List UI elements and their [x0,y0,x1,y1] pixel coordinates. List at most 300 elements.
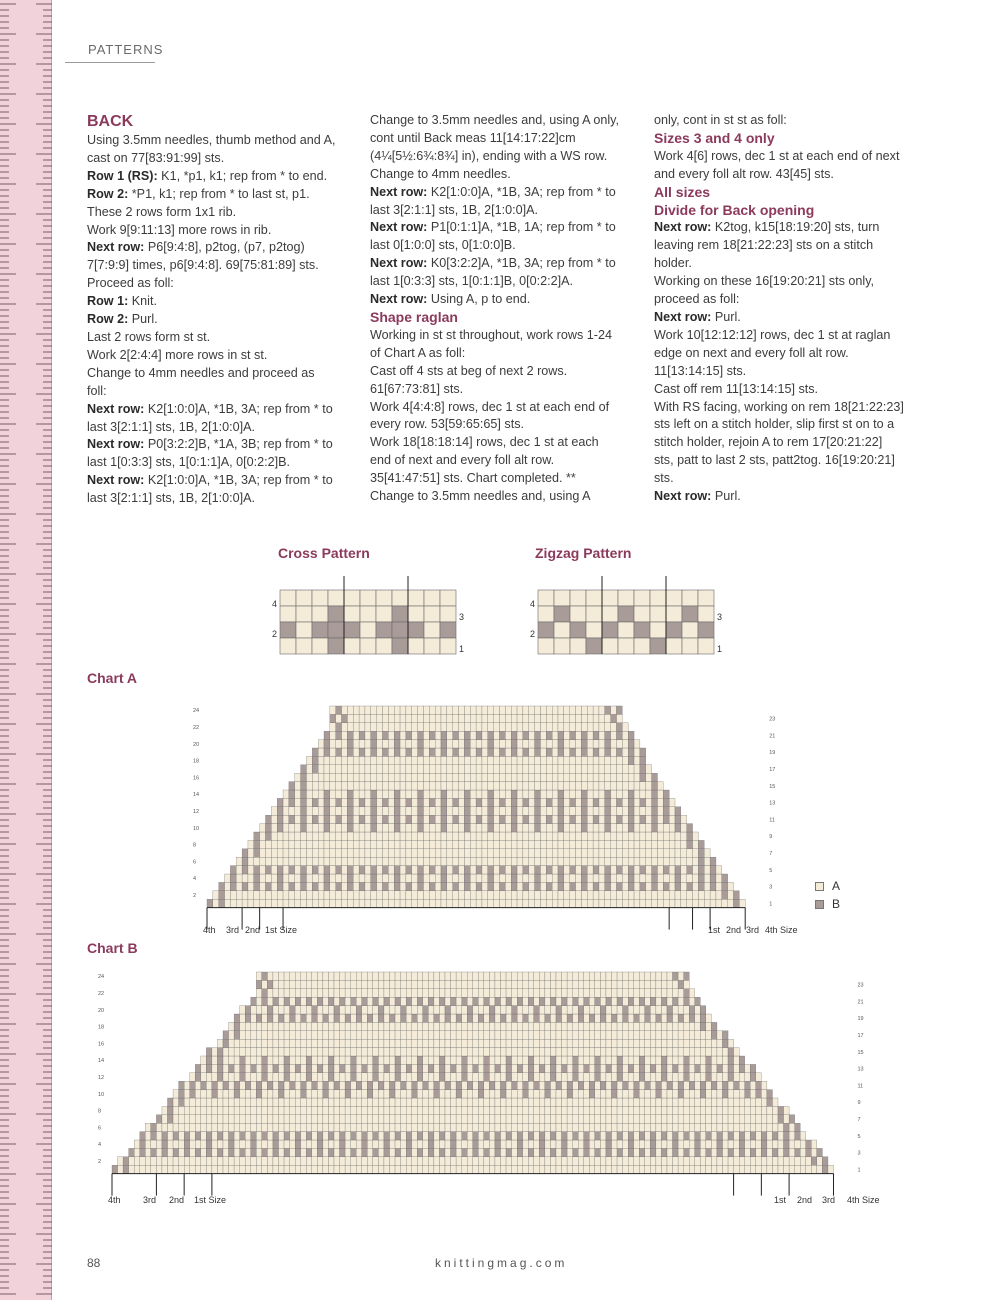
stitch-cell [428,1006,434,1014]
stitch-cell [528,1115,534,1123]
stitch-cell [711,1064,717,1072]
stitch-cell [362,1090,368,1098]
stitch-cell [476,815,482,823]
stitch-cell [517,765,523,773]
stitch-cell [640,891,646,899]
stitch-cell [599,790,605,798]
stitch-cell [587,866,593,874]
stitch-cell [695,1073,701,1081]
stitch-cell [453,756,459,764]
stitch-cell [552,756,558,764]
stitch-cell [593,740,599,748]
stitch-cell [600,1115,606,1123]
stitch-cell [576,773,582,781]
stitch-cell [318,790,324,798]
stitch-cell [564,798,570,806]
size-label: 1st Size [265,925,298,935]
stitch-cell [359,798,365,806]
stitch-cell [622,866,628,874]
stitch-cell [617,1073,623,1081]
stitch-cell [581,849,587,857]
stitch-cell [745,1115,751,1123]
stitch-cell [277,840,283,848]
instruction: Cast off 4 sts at beg of next 2 rows. 61[67:73:81] sts. [370,363,568,396]
stitch-cell [661,1157,667,1165]
stitch-cell [289,807,295,815]
stitch-cell [606,1148,612,1156]
stitch-cell [734,1106,740,1114]
stitch-cell [470,740,476,748]
stitch-cell [761,1098,767,1106]
stitch-cell [340,1157,346,1165]
stitch-cell [267,1048,273,1056]
stitch-cell [661,1123,667,1131]
stitch-cell [478,1115,484,1123]
stitch-cell [689,1123,695,1131]
stitch-cell [467,989,473,997]
stitch-cell [234,1115,240,1123]
stitch-cell [279,1123,285,1131]
stitch-cell [494,882,500,890]
stitch-cell [295,815,301,823]
stitch-cell [606,1056,612,1064]
stitch-cell [488,798,494,806]
stitch-cell [400,824,406,832]
stitch-cell [756,1140,762,1148]
stitch-cell [593,798,599,806]
stitch-cell [584,1148,590,1156]
stitch-cell [217,1064,223,1072]
stitch-cell [306,1132,312,1140]
stitch-cell [529,815,535,823]
stitch-cell [678,980,684,988]
stitch-cell [273,1090,279,1098]
stitch-cell [661,1056,667,1064]
stitch-cell [511,714,517,722]
stitch-cell [693,840,699,848]
stitch-cell [495,1090,501,1098]
stitch-cell [417,1048,423,1056]
stitch-cell [550,1056,556,1064]
stitch-cell [578,1090,584,1098]
stitch-cell [645,1056,651,1064]
stitch-cell [600,1165,606,1173]
stitch-cell [602,606,618,622]
stitch-cell [395,1014,401,1022]
stitch-cell [248,840,254,848]
stitch-cell [484,989,490,997]
stitch-cell [556,1090,562,1098]
stitch-cell [312,1132,318,1140]
stitch-cell [439,1098,445,1106]
stitch-cell [612,1098,618,1106]
stitch-cell [562,1014,568,1022]
stitch-cell [342,824,348,832]
stitch-cell [517,1148,523,1156]
row-number: 19 [769,750,776,757]
stitch-cell [550,1148,556,1156]
stitch-cell [324,731,330,739]
stitch-cell [342,899,348,907]
stitch-cell [179,1140,185,1148]
stitch-cell [684,1006,690,1014]
stitch-cell [462,1073,468,1081]
stitch-cell [439,1090,445,1098]
stitch-cell [324,790,330,798]
stitch-cell [435,807,441,815]
stitch-cell [576,849,582,857]
stitch-cell [334,1048,340,1056]
stitch-cell [256,980,262,988]
stitch-cell [445,1106,451,1114]
stitch-cell [283,807,289,815]
stitch-cell [710,874,716,882]
stitch-cell [429,740,435,748]
stitch-cell [650,1115,656,1123]
stitch-cell [284,1014,290,1022]
stitch-cell [184,1123,190,1131]
stitch-cell [545,1090,551,1098]
stitch-cell [695,1031,701,1039]
stitch-cell [484,1014,490,1022]
stitch-cell [328,972,334,980]
stitch-cell [567,1006,573,1014]
stitch-cell [623,1073,629,1081]
stitch-cell [681,849,687,857]
stitch-cell [617,997,623,1005]
stitch-cell [650,997,656,1005]
stitch-cell [612,1132,618,1140]
stitch-cell [506,1014,512,1022]
stitch-cell [573,997,579,1005]
stitch-cell [418,798,424,806]
stitch-cell [223,1165,229,1173]
stitch-cell [517,1106,523,1114]
stitch-cell [605,899,611,907]
stitch-cell [745,1098,751,1106]
stitch-cell [693,857,699,865]
stitch-cell [478,1090,484,1098]
stitch-cell [440,606,456,622]
stitch-cell [365,773,371,781]
stitch-cell [506,1098,512,1106]
stitch-cell [693,891,699,899]
stitch-cell [394,840,400,848]
stitch-cell [612,997,618,1005]
stitch-cell [388,714,394,722]
stitch-cell [673,1157,679,1165]
stitch-cell [684,1132,690,1140]
stitch-cell [365,731,371,739]
stitch-cell [123,1165,129,1173]
stitch-cell [168,1115,174,1123]
stitch-cell [373,1140,379,1148]
stitch-cell [406,815,412,823]
stitch-cell [359,807,365,815]
stitch-cell [523,815,529,823]
stitch-cell [467,1056,473,1064]
stitch-cell [576,899,582,907]
stitch-cell [540,891,546,899]
stitch-cell [586,606,602,622]
stitch-cell [663,790,669,798]
stitch-cell [284,1148,290,1156]
stitch-cell [728,1106,734,1114]
stitch-cell [723,1064,729,1072]
stitch-cell [517,1115,523,1123]
stitch-cell [195,1098,201,1106]
stitch-cell [401,1022,407,1030]
stitch-cell [195,1132,201,1140]
stitch-cell [388,891,394,899]
stitch-cell [556,1031,562,1039]
stitch-cell [795,1165,801,1173]
stitch-cell [599,706,605,714]
stitch-cell [761,1140,767,1148]
stitch-cell [512,1157,518,1165]
stitch-cell [342,714,348,722]
stitch-cell [756,1115,762,1123]
stitch-cell [589,1081,595,1089]
stitch-cell [505,765,511,773]
stitch-cell [267,1031,273,1039]
stitch-cell [356,1165,362,1173]
stitch-cell [400,882,406,890]
stitch-cell [234,1022,240,1030]
stitch-cell [576,807,582,815]
stitch-cell [646,807,652,815]
stitch-cell [384,1115,390,1123]
stitch-cell [273,1098,279,1106]
stitch-cell [500,731,506,739]
stitch-cell [351,1106,357,1114]
stitch-cell [535,756,541,764]
stitch-cell [698,899,704,907]
stitch-cell [365,782,371,790]
stitch-cell [489,1039,495,1047]
stitch-cell [689,1165,695,1173]
stitch-cell [695,1064,701,1072]
stitch-cell [306,1056,312,1064]
stitch-cell [689,1073,695,1081]
stitch-cell [441,723,447,731]
stitch-cell [390,1014,396,1022]
stitch-cell [657,807,663,815]
stitch-cell [711,1073,717,1081]
stitch-cell [395,1022,401,1030]
stitch-cell [534,989,540,997]
stitch-cell [778,1165,784,1173]
stitch-cell [388,882,394,890]
stitch-cell [539,1115,545,1123]
stitch-cell [617,840,623,848]
stitch-cell [584,1106,590,1114]
stitch-cell [593,832,599,840]
stitch-cell [517,1123,523,1131]
stitch-cell [441,824,447,832]
stitch-cell [623,1031,629,1039]
stitch-cell [447,857,453,865]
stitch-cell [462,1148,468,1156]
stitch-cell [406,1014,412,1022]
stitch-cell [330,790,336,798]
stitch-cell [328,606,344,622]
stitch-cell [441,849,447,857]
stitch-cell [184,1157,190,1165]
stitch-cell [673,1115,679,1123]
stitch-cell [704,874,710,882]
stitch-cell [306,782,312,790]
stitch-cell [500,882,506,890]
stitch-cell [456,1022,462,1030]
stitch-cell [195,1090,201,1098]
stitch-cell [295,972,301,980]
stitch-cell [353,748,359,756]
stitch-cell [464,773,470,781]
stitch-cell [587,765,593,773]
stitch-cell [365,790,371,798]
stitch-cell [811,1157,817,1165]
stitch-cell [640,748,646,756]
stitch-cell [212,1157,218,1165]
stitch-cell [593,706,599,714]
stitch-cell [395,1140,401,1148]
stitch-cell [390,1022,396,1030]
stitch-cell [534,1098,540,1106]
stitch-cell [517,891,523,899]
stitch-cell [289,840,295,848]
stitch-cell [684,997,690,1005]
stitch-cell [362,1157,368,1165]
stitch-cell [587,832,593,840]
stitch-cell [734,1048,740,1056]
stitch-cell [334,1090,340,1098]
stitch-cell [279,1006,285,1014]
stitch-cell [417,1157,423,1165]
stitch-cell [482,798,488,806]
stitch-cell [435,824,441,832]
stitch-cell [578,1048,584,1056]
stitch-cell [656,1098,662,1106]
stitch-cell [710,866,716,874]
stitch-cell [717,1073,723,1081]
stitch-cell [418,740,424,748]
stitch-cell [606,1064,612,1072]
stitch-cell [678,1165,684,1173]
stitch-cell [262,1115,268,1123]
stitch-cell [162,1140,168,1148]
stitch-cell [652,857,658,865]
stitch-cell [353,765,359,773]
stitch-cell [587,740,593,748]
stitch-cell [523,782,529,790]
stitch-cell [678,1098,684,1106]
stitch-cell [617,815,623,823]
stitch-cell [459,756,465,764]
stitch-cell [501,1132,507,1140]
stitch-cell [423,1098,429,1106]
stitch-cell [266,866,272,874]
stitch-cell [312,899,318,907]
stitch-cell [595,1098,601,1106]
stitch-cell [373,1132,379,1140]
stitch-cell [573,1157,579,1165]
stitch-cell [650,1006,656,1014]
stitch-cell [618,622,634,638]
stitch-cell [534,1165,540,1173]
stitch-cell [306,1039,312,1047]
stitch-cell [323,1056,329,1064]
stitch-cell [156,1132,162,1140]
stitch-cell [523,899,529,907]
stitch-cell [558,714,564,722]
stitch-cell [254,832,260,840]
stitch-cell [271,815,277,823]
stitch-cell [663,866,669,874]
stitch-cell [447,790,453,798]
stitch-cell [761,1148,767,1156]
stitch-cell [494,748,500,756]
stitch-cell [334,1014,340,1022]
stitch-cell [578,972,584,980]
stitch-cell [279,1022,285,1030]
stitch-cell [739,1098,745,1106]
instruction: Working in st st throughout, work rows 1-24 of Chart A as foll: [370,327,612,360]
stitch-cell [434,1031,440,1039]
stitch-cell [606,989,612,997]
stitch-cell [646,882,652,890]
stitch-cell [539,980,545,988]
stitch-cell [473,1132,479,1140]
stitch-cell [750,1073,756,1081]
stitch-cell [464,723,470,731]
stitch-cell [417,1132,423,1140]
stitch-cell [467,1006,473,1014]
stitch-cell [711,1132,717,1140]
stitch-cell [617,765,623,773]
stitch-cell [611,832,617,840]
stitch-cell [488,748,494,756]
stitch-cell [473,1157,479,1165]
stitch-cell [570,798,576,806]
stitch-cell [236,866,242,874]
stitch-cell [390,1106,396,1114]
stitch-cell [540,765,546,773]
stitch-cell [512,1031,518,1039]
stitch-cell [673,1006,679,1014]
stitch-cell [646,824,652,832]
stitch-cell [373,1106,379,1114]
stitch-cell [289,849,295,857]
stitch-cell [650,1073,656,1081]
stitch-cell [640,899,646,907]
stitch-cell [488,874,494,882]
stitch-cell [439,1014,445,1022]
stitch-cell [318,849,324,857]
stitch-cell [377,874,383,882]
stitch-cell [535,765,541,773]
stitch-cell [418,815,424,823]
stitch-cell [418,790,424,798]
stitch-cell [212,1106,218,1114]
stitch-cell [611,866,617,874]
stitch-cell [552,807,558,815]
stitch-cell [435,882,441,890]
stitch-cell [462,1048,468,1056]
stitch-cell [564,773,570,781]
stitch-cell [628,1039,634,1047]
stitch-cell [245,1056,251,1064]
